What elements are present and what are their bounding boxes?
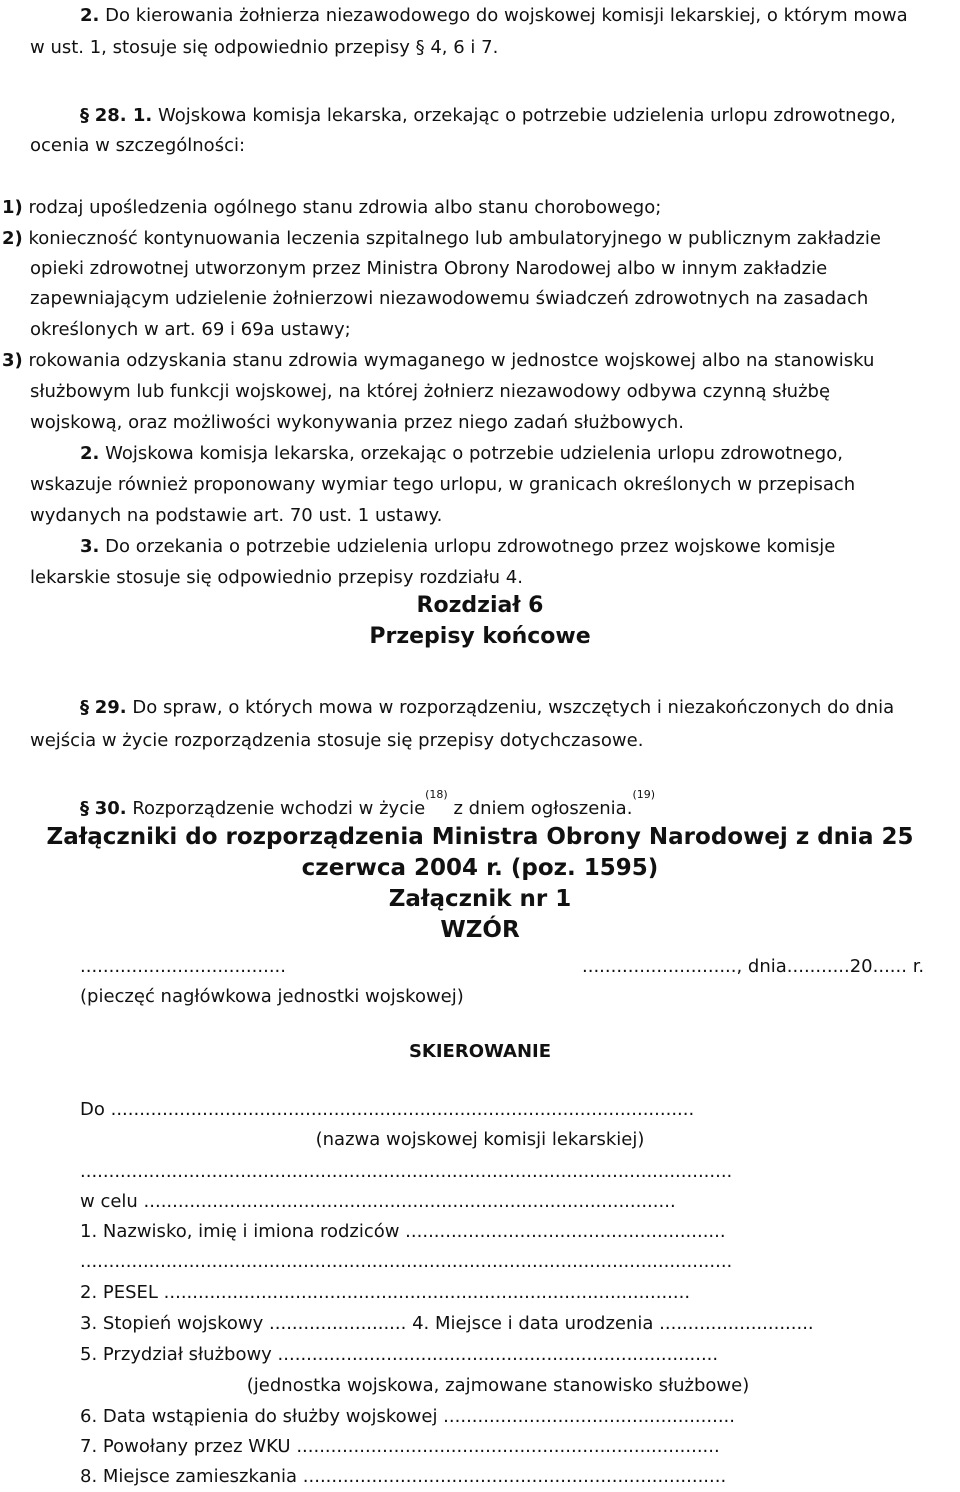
section-sign: § [80, 105, 89, 126]
list-text: opieki zdrowotnej utworzonym przez Ministra Obrony Narodowej albo w innym zakładzie [30, 258, 828, 279]
paragraph-number: 3. [80, 536, 100, 557]
list-text: rodzaj upośledzenia ogólnego stanu zdrowia albo stanu chorobowego; [28, 197, 662, 218]
paragraph-text: Wojskowa komisja lekarska, orzekając o potrzebie udzielenia urlopu zdrowotnego, [105, 443, 843, 464]
list-text: konieczność kontynuowania leczenia szpitalnego lub ambulatoryjnego w publicznym zakładzie [28, 228, 881, 249]
paragraph-text: wydanych na podstawie art. 70 ust. 1 ustawy. [30, 505, 443, 526]
annex-number: Załącznik nr 1 [388, 886, 572, 912]
paragraph-line [0, 4, 960, 28]
list-item [0, 227, 960, 251]
paragraph-line [0, 442, 960, 466]
date-line: ..........................., dnia...........20...... r. [582, 956, 925, 977]
section-number: 29. [94, 697, 127, 718]
form-field-purpose: w celu ............................................................................................. [80, 1191, 676, 1212]
form-field-rank: 3. Stopień wojskowy ........................ 4. Miejsce i data urodzenia ........................... [80, 1313, 814, 1334]
form-dots-line: .................................................................................................................. [80, 1161, 733, 1182]
list-number: 2) [2, 228, 23, 249]
section-sign: § [80, 697, 89, 718]
list-text: rokowania odzyskania stanu zdrowia wymaganego w jednostce wojskowej albo na stanowisku [28, 350, 875, 371]
form-field-wku: 7. Powołany przez WKU .......................................................................... [80, 1436, 720, 1457]
paragraph-number: 2. [80, 5, 100, 26]
section-28-header [0, 104, 960, 128]
section-text: Do spraw, o których mowa w rozporządzeniu, wszczętych i niezakończonych do dnia [132, 697, 895, 718]
paragraph-number: 2. [80, 443, 100, 464]
form-field-residence: 8. Miejsce zamieszkania .......................................................................... [80, 1466, 727, 1487]
chapter-title: Rozdział 6 [416, 593, 544, 618]
list-item [0, 196, 960, 220]
stamp-dots: .................................... [80, 956, 286, 977]
form-dots-line: .................................................................................................................. [80, 1251, 733, 1272]
list-number: 1) [2, 197, 23, 218]
annex-title: czerwca 2004 r. (poz. 1595) [301, 855, 659, 881]
template-label: WZÓR [440, 917, 520, 943]
section-number: 28. 1. [94, 105, 153, 126]
footnote-ref: (19) [632, 788, 656, 801]
form-field-name: 1. Nazwisko, imię i imiona rodziców ........................................................ [80, 1221, 726, 1242]
section-text: z dniem ogłoszenia. [453, 798, 633, 819]
form-field-assignment: 5. Przydział służbowy ............................................................................. [80, 1344, 719, 1365]
chapter-subtitle: Przepisy końcowe [369, 624, 591, 649]
footnote-ref: (18) [425, 788, 448, 801]
list-text: zapewniającym udzielenie żołnierzowi niezawodowemu świadczeń zdrowotnych na zasadach [30, 288, 869, 309]
section-number: 30. [94, 798, 127, 819]
annex-title: Załączniki do rozporządzenia Ministra Obrony Narodowej z dnia 25 [46, 824, 914, 850]
section-29-header [0, 696, 960, 720]
stamp-caption: (pieczęć nagłówkowa jednostki wojskowej) [80, 986, 464, 1007]
section-sign: § [80, 798, 89, 819]
section-text: wejścia w życie rozporządzenia stosuje się przepisy dotychczasowe. [30, 730, 644, 751]
list-text: służbowym lub funkcji wojskowej, na której żołnierz niezawodowy odbywa czynną służbę [30, 381, 831, 402]
paragraph-text: Do orzekania o potrzebie udzielenia urlopu zdrowotnego przez wojskowe komisje [105, 536, 836, 557]
section-30-header [0, 788, 960, 821]
form-field-service-date: 6. Data wstąpienia do służby wojskowej ................................................... [80, 1406, 735, 1427]
paragraph-text: wskazuje również proponowany wymiar tego urlopu, w granicach określonych w przepisach [30, 474, 856, 495]
form-heading: SKIEROWANIE [408, 1041, 552, 1062]
list-item [0, 349, 960, 373]
section-text: Wojskowa komisja lekarska, orzekając o potrzebie udzielenia urlopu zdrowotnego, [157, 105, 896, 126]
section-text: Rozporządzenie wchodzi w życie [132, 798, 426, 819]
list-number: 3) [2, 350, 23, 371]
paragraph-line [0, 535, 960, 559]
form-field-pesel: 2. PESEL ............................................................................................ [80, 1282, 691, 1303]
section-text: ocenia w szczególności: [30, 135, 246, 156]
paragraph-text: w ust. 1, stosuje się odpowiednio przepisy § 4, 6 i 7. [30, 37, 499, 58]
field-caption: (nazwa wojskowej komisji lekarskiej) [315, 1129, 645, 1150]
paragraph-text: Do kierowania żołnierza niezawodowego do wojskowej komisji lekarskiej, o którym mowa [105, 5, 908, 26]
paragraph-text: lekarskie stosuje się odpowiednio przepisy rozdziału 4. [30, 567, 523, 588]
list-text: wojskową, oraz możliwości wykonywania przez niego zadań służbowych. [30, 412, 685, 433]
form-field-to: Do ...................................................................................................... [80, 1099, 695, 1120]
field-caption: (jednostka wojskowa, zajmowane stanowisko służbowe) [246, 1375, 750, 1396]
list-text: określonych w art. 69 i 69a ustawy; [30, 319, 351, 340]
